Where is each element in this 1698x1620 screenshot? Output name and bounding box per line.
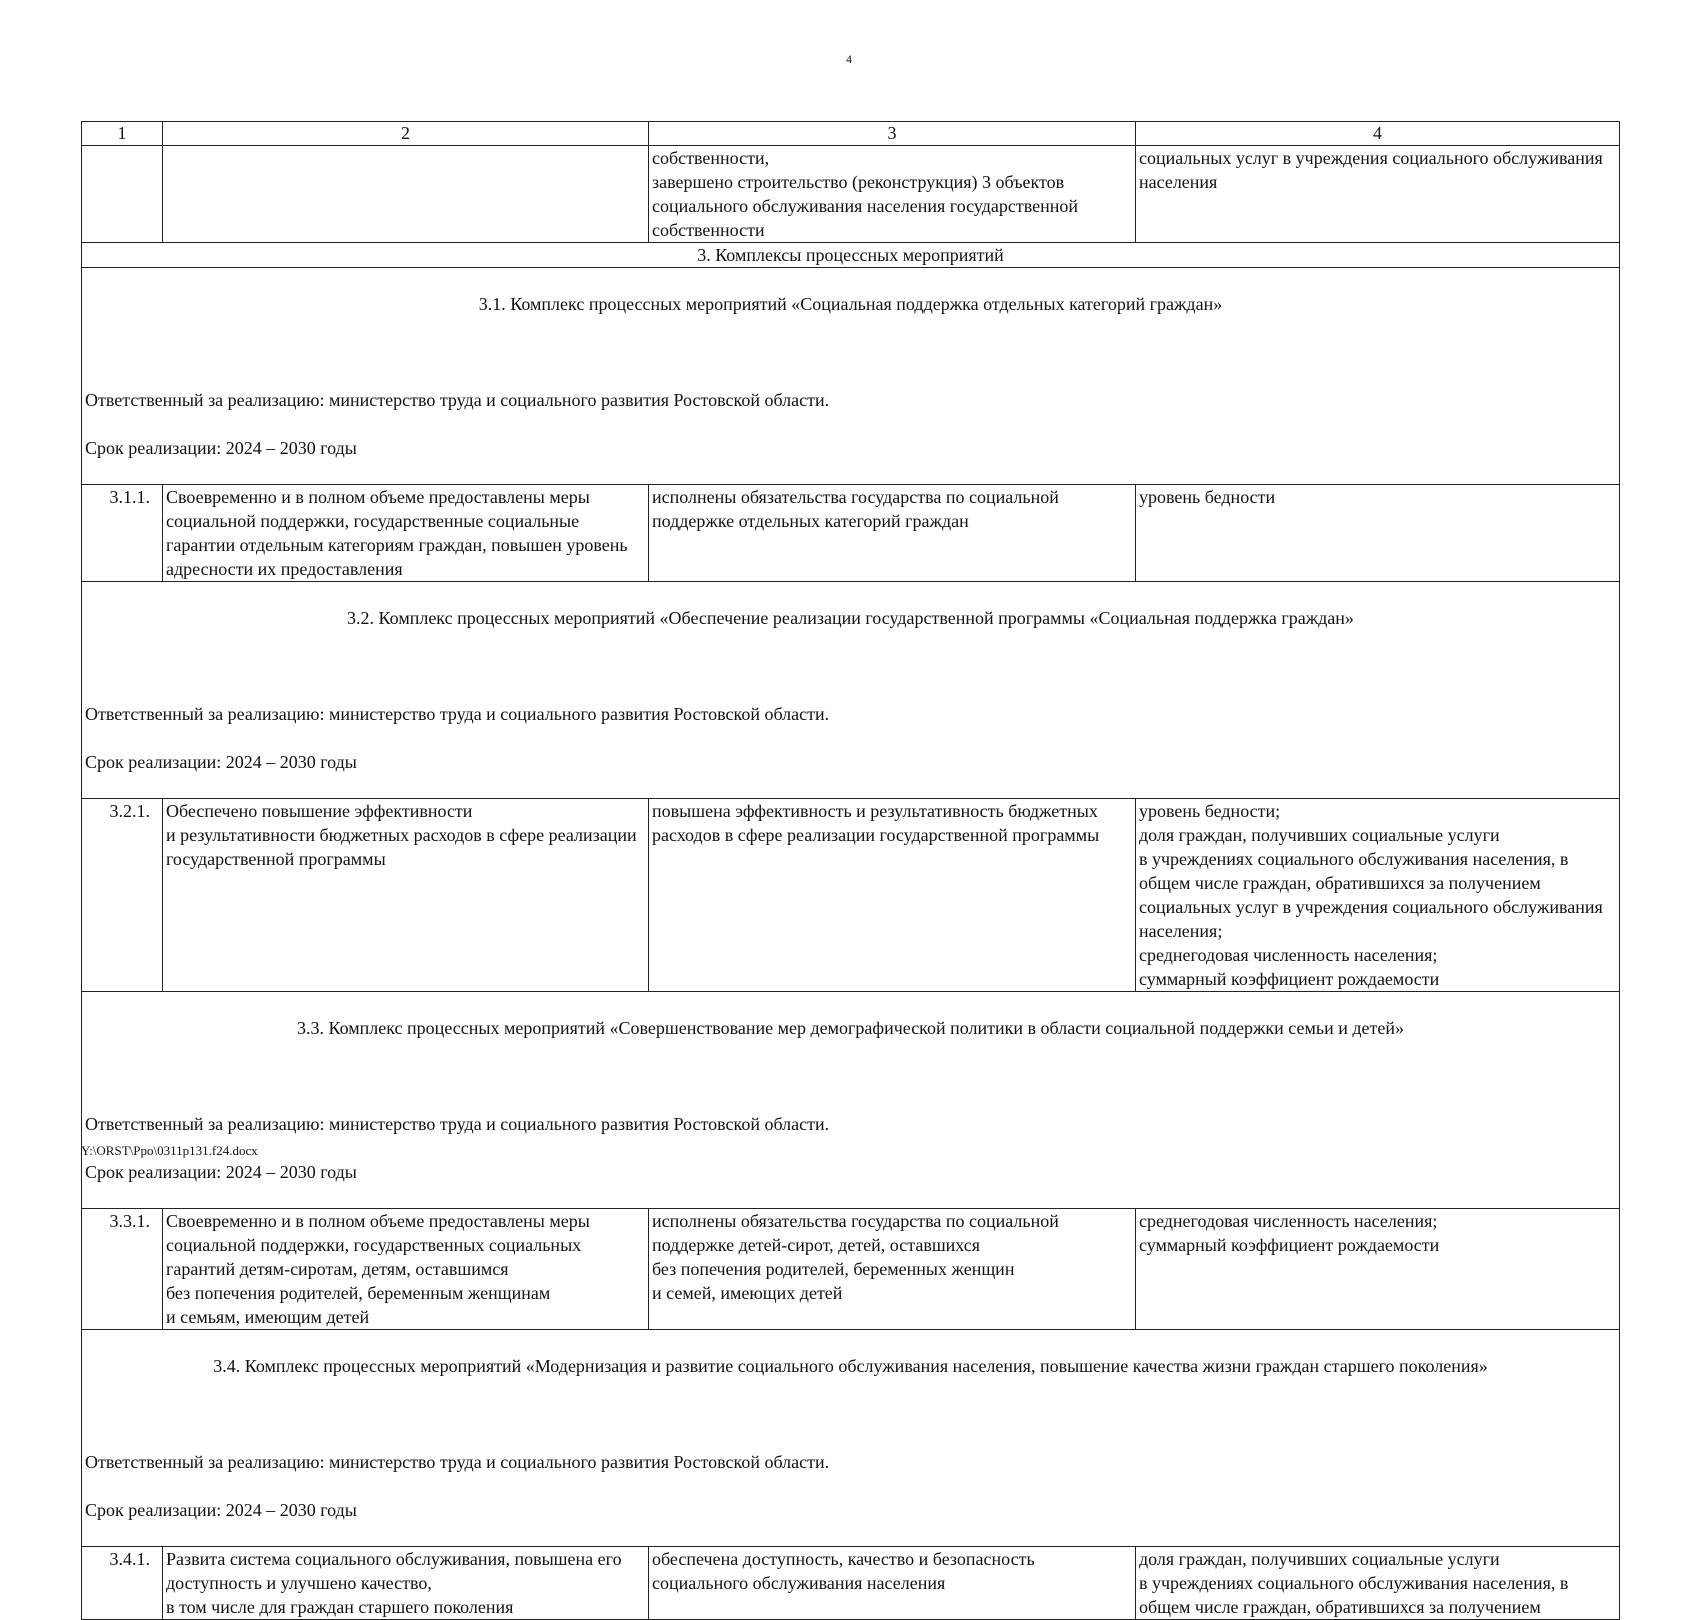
row-effect: исполнены обязательства государства по социальной поддержке детей-сирот, детей, оставшихся без попечения родителей, беременных женщин и семей, имеющих детей: [649, 1209, 1136, 1330]
table-header-row: [82, 122, 1620, 146]
row-task: Своевременно и в полном объеме предоставлены меры социальной поддержки, государственных социальных гарантий детям-сиротам, детям, оставшимся без попечения родителей, беременным женщинам и семьям, имеющим детей: [163, 1209, 649, 1330]
table-row: [82, 1547, 1620, 1620]
header-col-4: 4: [1136, 122, 1620, 146]
page-number: 4: [846, 52, 852, 66]
cont-task-cell: [163, 146, 649, 243]
cont-effect-cell: собственности, завершено строительство (реконструкция) 3 объектов социального обслуживания населения государственной собственности: [649, 146, 1136, 243]
row-number: 3.3.1.: [82, 1209, 163, 1330]
cont-indicators-cell: социальных услуг в учреждения социального обслуживания населения: [1136, 146, 1620, 243]
complex-header-cell: [82, 582, 1620, 799]
complex-header-cell: [82, 268, 1620, 485]
table-row: [82, 1209, 1620, 1330]
cont-num-cell: [82, 146, 163, 243]
row-number: 3.2.1.: [82, 799, 163, 992]
row-indicators: доля граждан, получивших социальные услуги в учреждениях социального обслуживания населения, в общем числе граждан, обратившихся за получением: [1136, 1547, 1620, 1620]
table-row: [82, 799, 1620, 992]
row-task: Своевременно и в полном объеме предоставлены меры социальной поддержки, государственные социальные гарантии отдельным категориям граждан, повышен уровень адресности их предоставления: [163, 485, 649, 582]
row-effect: обеспечена доступность, качество и безопасность социального обслуживания населения: [649, 1547, 1136, 1620]
file-path-footer: Y:\ORST\Ppo\0311p131.f24.docx: [81, 1143, 258, 1158]
complex-title: 3.4. Комплекс процессных мероприятий «Модернизация и развитие социального обслуживания населения, повышение качества жизни граждан старшего поколения»: [213, 1356, 1488, 1376]
row-task: Обеспечено повышение эффективности и результативности бюджетных расходов в сфере реализации государственной программы: [163, 799, 649, 992]
row-indicators: среднегодовая численность населения; суммарный коэффициент рождаемости: [1136, 1209, 1620, 1330]
complex-term: Срок реализации: 2024 – 2030 годы: [85, 752, 357, 772]
complex-header-row: [82, 1330, 1620, 1547]
header-col-1: 1: [82, 122, 163, 146]
table-row: [82, 485, 1620, 582]
section-title: 3. Комплексы процессных мероприятий: [82, 243, 1620, 268]
complex-title: 3.2. Комплекс процессных мероприятий «Обеспечение реализации государственной программы «Социальная поддержка граждан»: [347, 608, 1354, 628]
row-number: 3.1.1.: [82, 485, 163, 582]
complex-responsible: Ответственный за реализацию: министерство труда и социального развития Ростовской области.: [85, 1114, 830, 1134]
row-indicators: уровень бедности; доля граждан, получивших социальные услуги в учреждениях социального обслуживания населения, в общем числе граждан, обратившихся за получением социальных услуг в учреждения социального обслуживания населения; среднегодовая численность населения; суммарный коэффициент рождаемости: [1136, 799, 1620, 992]
complex-header-row: [82, 992, 1620, 1209]
row-number: 3.4.1.: [82, 1547, 163, 1620]
complex-responsible: Ответственный за реализацию: министерство труда и социального развития Ростовской области.: [85, 704, 830, 724]
complex-title: 3.1. Комплекс процессных мероприятий «Социальная поддержка отдельных категорий граждан»: [478, 294, 1223, 314]
row-indicators: уровень бедности: [1136, 485, 1620, 582]
complex-header-row: [82, 268, 1620, 485]
header-col-3: 3: [649, 122, 1136, 146]
activities-table: [81, 121, 1620, 1620]
row-effect: исполнены обязательства государства по социальной поддержке отдельных категорий граждан: [649, 485, 1136, 582]
complex-title: 3.3. Комплекс процессных мероприятий «Совершенствование мер демографической политики в области социальной поддержки семьи и детей»: [297, 1018, 1404, 1038]
row-effect: повышена эффективность и результативность бюджетных расходов в сфере реализации государственной программы: [649, 799, 1136, 992]
continuation-row: [82, 146, 1620, 243]
section-title-row: [82, 243, 1620, 268]
complex-term: Срок реализации: 2024 – 2030 годы: [85, 1500, 357, 1520]
complex-header-cell: [82, 1330, 1620, 1547]
row-task: Развита система социального обслуживания, повышена его доступность и улучшено качество, в том числе для граждан старшего поколения: [163, 1547, 649, 1620]
complex-header-cell: [82, 992, 1620, 1209]
header-col-2: 2: [163, 122, 649, 146]
complex-term: Срок реализации: 2024 – 2030 годы: [85, 438, 357, 458]
complex-responsible: Ответственный за реализацию: министерство труда и социального развития Ростовской области.: [85, 390, 830, 410]
complex-header-row: [82, 582, 1620, 799]
complex-term: Срок реализации: 2024 – 2030 годы: [85, 1162, 357, 1182]
complex-responsible: Ответственный за реализацию: министерство труда и социального развития Ростовской области.: [85, 1452, 830, 1472]
